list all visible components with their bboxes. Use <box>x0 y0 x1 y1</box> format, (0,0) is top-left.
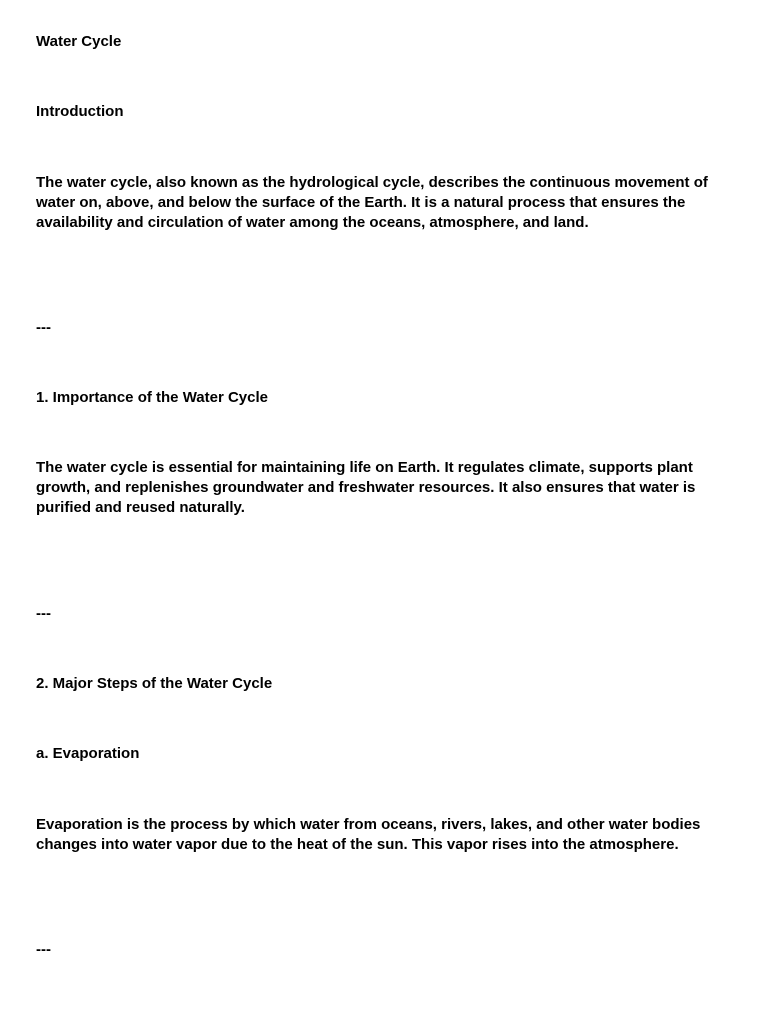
separator-2: --- <box>36 605 51 622</box>
section-1-heading: 1. Importance of the Water Cycle <box>36 389 269 406</box>
separator-3: --- <box>36 941 51 958</box>
intro-paragraph: The water cycle, also known as the hydrological cycle, describes the continuous movement of water on, above, and below the surface of the Earth. It is a natural process that ensures the availability and circulation of water among the oceans, atmosphere, and land. <box>36 174 708 232</box>
document-title: Water Cycle <box>36 33 122 50</box>
intro-heading: Introduction <box>36 103 124 120</box>
section-2-heading: 2. Major Steps of the Water Cycle <box>36 675 273 692</box>
section-1-paragraph: The water cycle is essential for maintaining life on Earth. It regulates climate, supports plant growth, and replenishes groundwater and freshwater resources. It also ensures that water is purified and reused naturally. <box>36 459 696 517</box>
separator-1: --- <box>36 319 51 336</box>
subsection-a-heading: a. Evaporation <box>36 745 140 762</box>
subsection-a-paragraph: Evaporation is the process by which water from oceans, rivers, lakes, and other water bodies changes into water vapor due to the heat of the sun. This vapor rises into the atmosphere. <box>36 816 701 854</box>
